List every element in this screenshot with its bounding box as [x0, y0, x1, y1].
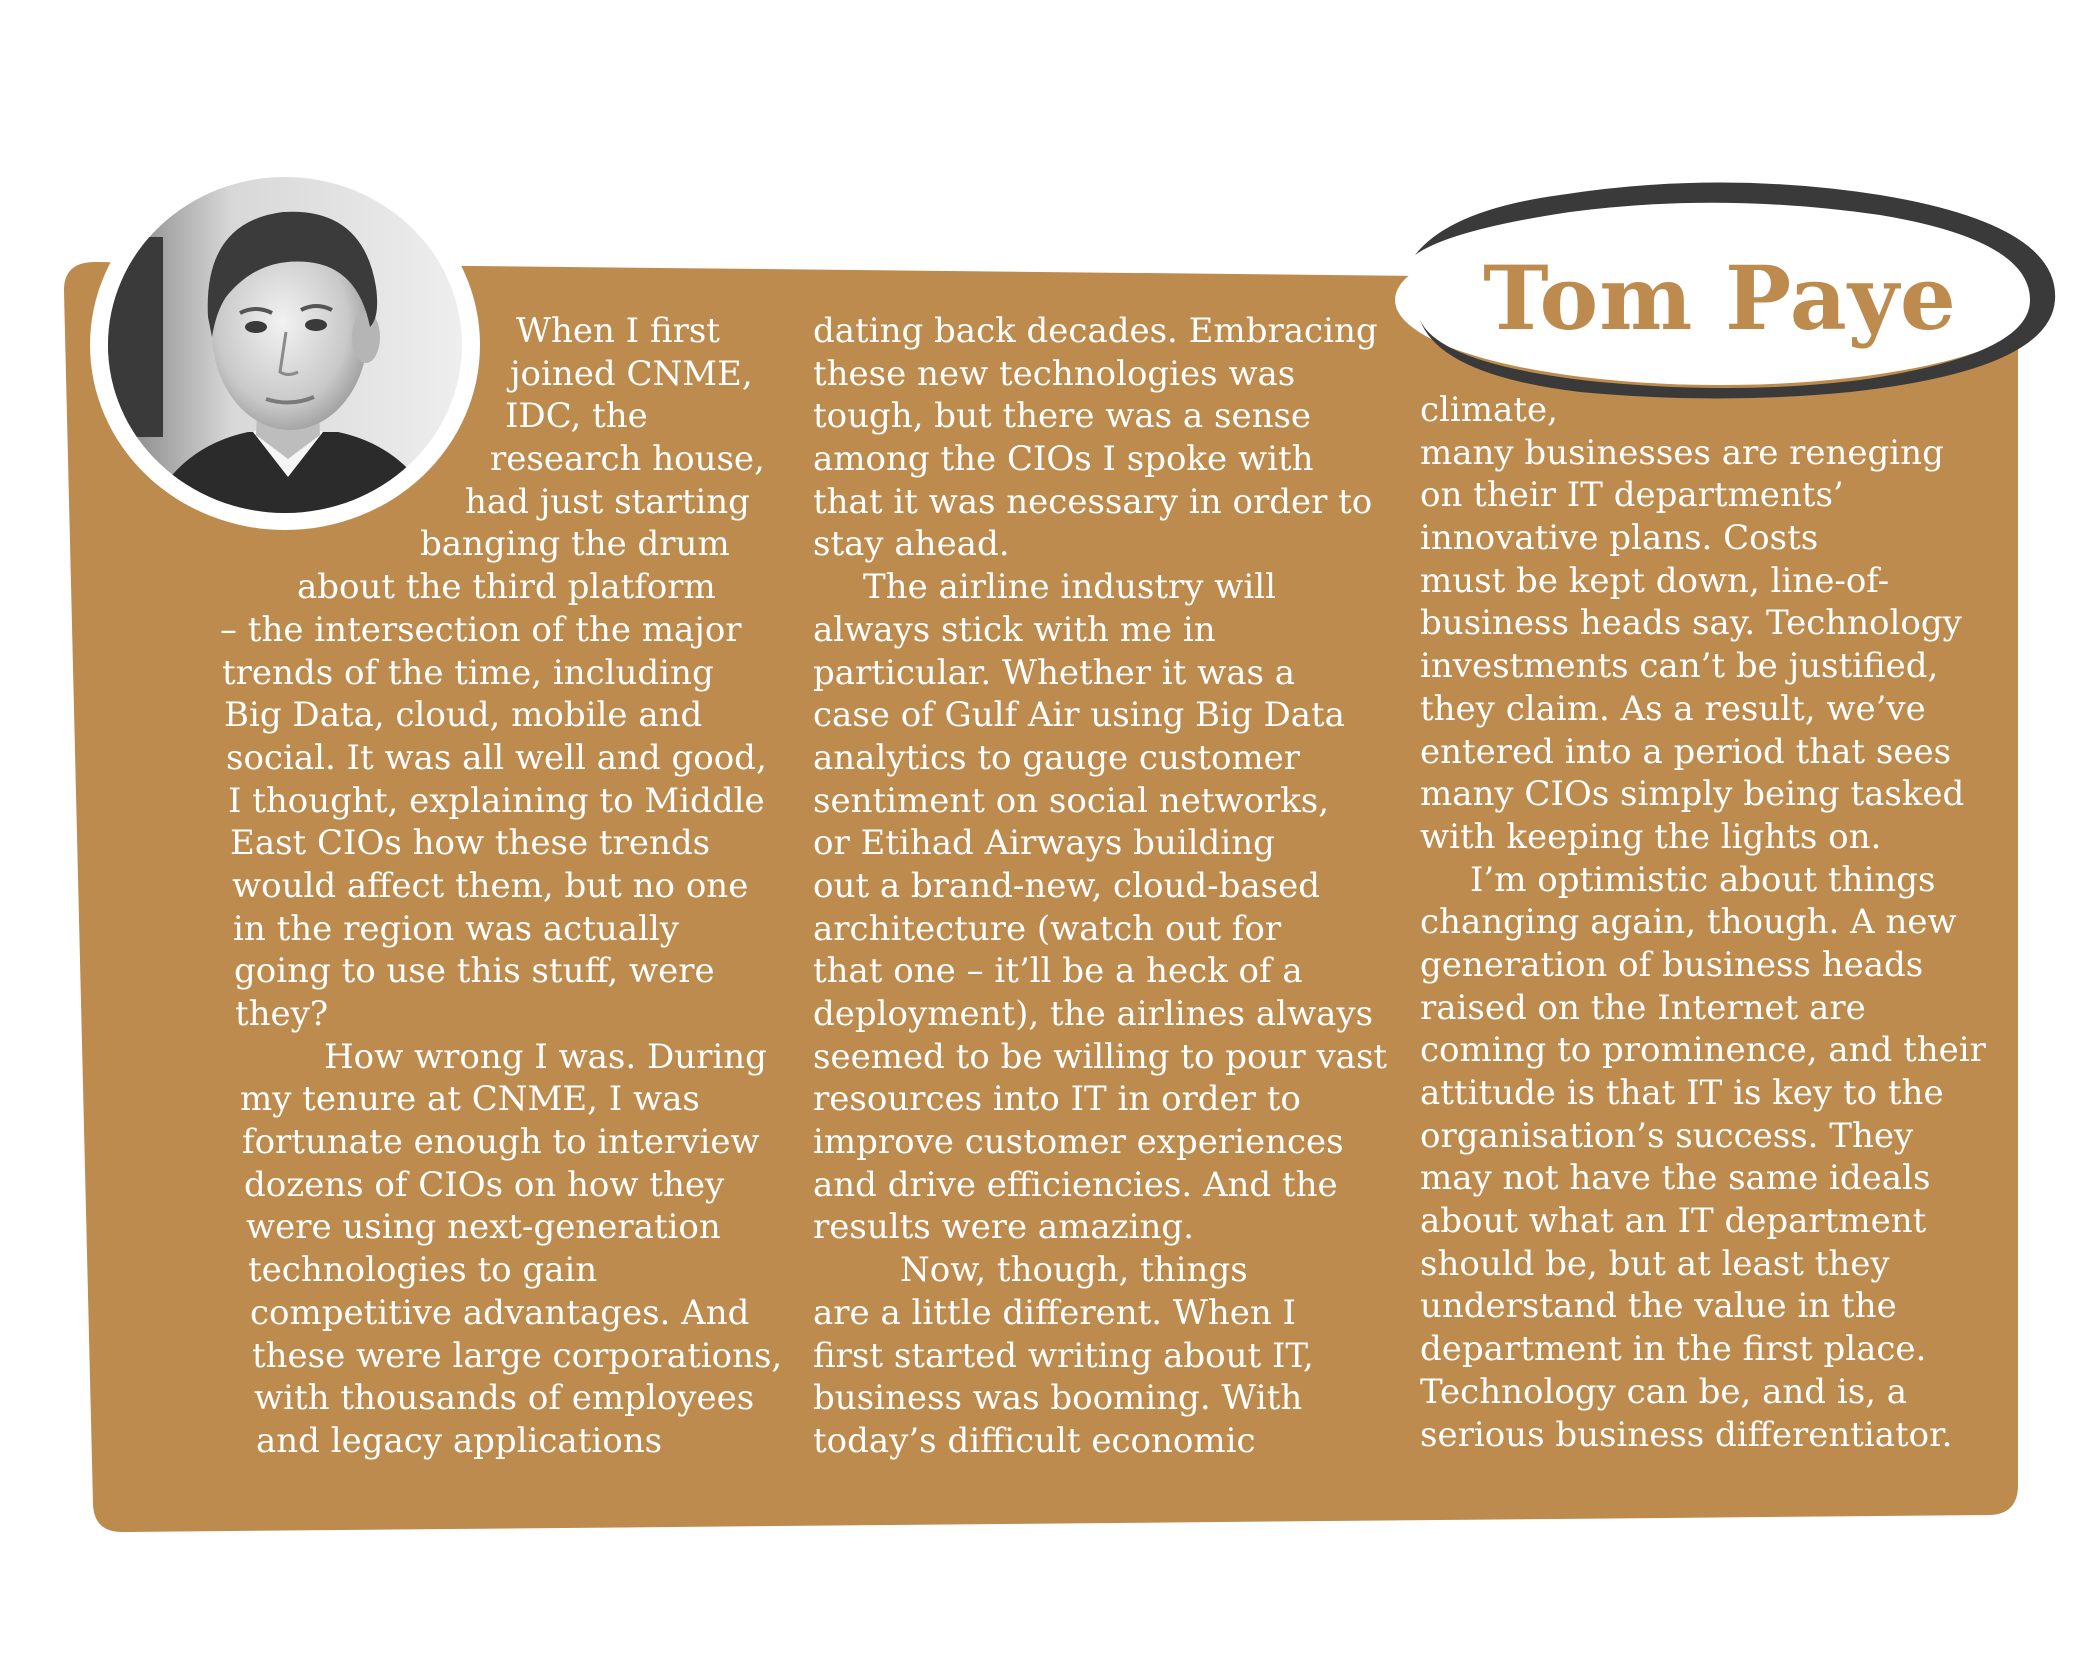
- text-line: Big Data, cloud, mobile and: [224, 695, 703, 736]
- text-line: many CIOs simply being tasked: [1420, 774, 1965, 815]
- text-line: Now, though, things: [900, 1250, 1248, 1291]
- text-line: department in the first place.: [1420, 1329, 1927, 1370]
- text-line: on their IT departments’: [1420, 475, 1844, 516]
- text-line: climate,: [1420, 390, 1558, 430]
- text-line: resources into IT in order to: [813, 1079, 1301, 1120]
- text-line: my tenure at CNME, I was: [240, 1079, 700, 1120]
- text-line: investments can’t be justified,: [1420, 646, 1939, 687]
- text-line: today’s difficult economic: [813, 1420, 1256, 1461]
- text-line: IDC, the: [505, 396, 648, 437]
- text-line: in the region was actually: [233, 908, 679, 949]
- text-line: business was booming. With: [813, 1378, 1303, 1419]
- text-line: When I first: [516, 311, 720, 351]
- text-line: improve customer experiences: [813, 1122, 1344, 1163]
- text-line: case of Gulf Air using Big Data: [813, 695, 1345, 736]
- text-line: particular. Whether it was a: [813, 652, 1295, 693]
- text-line: I’m optimistic about things: [1470, 859, 1936, 900]
- text-line: deployment), the airlines always: [813, 994, 1374, 1034]
- text-line: must be kept down, line-of-: [1420, 560, 1890, 601]
- text-line: fortunate enough to interview: [242, 1122, 760, 1163]
- text-line: should be, but at least they: [1420, 1243, 1890, 1284]
- text-line: dozens of CIOs on how they: [244, 1164, 725, 1205]
- text-line: organisation’s success. They: [1420, 1115, 1914, 1156]
- text-line: architecture (watch out for: [813, 908, 1282, 949]
- text-line: innovative plans. Costs: [1420, 518, 1819, 559]
- text-line: are a little different. When I: [813, 1292, 1296, 1333]
- text-line: attitude is that IT is key to the: [1420, 1073, 1944, 1113]
- text-line: or Etihad Airways building: [813, 823, 1275, 864]
- text-line: they?: [235, 994, 329, 1034]
- text-line: technologies to gain: [248, 1250, 598, 1291]
- text-line: had just starting: [465, 481, 750, 522]
- text-line: How wrong I was. During: [324, 1036, 767, 1077]
- author-name: Tom Paye: [1483, 246, 1957, 350]
- text-line: raised on the Internet are: [1420, 987, 1866, 1028]
- text-line: may not have the same ideals: [1420, 1158, 1931, 1199]
- text-line: results were amazing.: [813, 1207, 1194, 1248]
- text-line: trends of the time, including: [222, 652, 714, 693]
- text-line: coming to prominence, and their: [1420, 1030, 1986, 1071]
- text-line: stay ahead.: [813, 524, 1010, 565]
- text-line: with thousands of employees: [254, 1378, 755, 1419]
- text-line: that one – it’ll be a heck of a: [813, 951, 1303, 992]
- text-line: about the third platform: [297, 567, 716, 608]
- text-line: The airline industry will: [863, 567, 1277, 608]
- text-line: out a brand-new, cloud-based: [813, 865, 1320, 906]
- article-column-2: [813, 310, 1387, 1463]
- text-line: I thought, explaining to Middle: [228, 780, 765, 821]
- text-line: first started writing about IT,: [813, 1335, 1314, 1376]
- text-line: would affect them, but no one: [232, 865, 749, 906]
- text-line: that it was necessary in order to: [813, 481, 1373, 522]
- article-column-1: [220, 310, 782, 1463]
- text-line: were using next-generation: [246, 1207, 721, 1248]
- text-line: always stick with me in: [813, 609, 1216, 650]
- text-line: with keeping the lights on.: [1420, 816, 1882, 857]
- text-line: Technology can be, and is, a: [1420, 1371, 1908, 1412]
- text-line: serious business differentiator.: [1420, 1414, 1953, 1455]
- text-line: business heads say. Technology: [1420, 603, 1962, 644]
- text-line: joined CNME,: [510, 353, 753, 394]
- text-line: research house,: [490, 439, 765, 480]
- text-line: generation of business heads: [1420, 944, 1924, 985]
- text-line: competitive advantages. And: [250, 1292, 750, 1333]
- text-line: and drive efficiencies. And the: [813, 1164, 1338, 1205]
- text-line: dating back decades. Embracing: [813, 311, 1378, 351]
- text-line: they claim. As a result, we’ve: [1420, 688, 1926, 729]
- text-line: these new technologies was: [813, 353, 1296, 394]
- text-line: going to use this stuff, were: [234, 951, 715, 992]
- text-line: social. It was all well and good,: [226, 737, 767, 778]
- text-line: seemed to be willing to pour vast: [813, 1036, 1388, 1077]
- text-line: changing again, though. A new: [1420, 902, 1957, 943]
- text-line: tough, but there was a sense: [813, 396, 1312, 437]
- text-line: these were large corporations,: [252, 1335, 783, 1376]
- text-line: understand the value in the: [1420, 1286, 1897, 1327]
- text-line: among the CIOs I spoke with: [813, 439, 1314, 480]
- text-line: many businesses are reneging: [1420, 432, 1944, 473]
- article-column-3: [1420, 389, 1986, 1456]
- text-line: East CIOs how these trends: [230, 823, 711, 864]
- text-line: banging the drum: [420, 524, 730, 565]
- text-line: sentiment on social networks,: [813, 780, 1330, 821]
- text-line: about what an IT department: [1420, 1201, 1927, 1242]
- text-line: – the intersection of the major: [220, 609, 742, 650]
- text-line: entered into a period that sees: [1420, 731, 1952, 772]
- text-line: analytics to gauge customer: [813, 737, 1301, 778]
- text-line: and legacy applications: [256, 1420, 663, 1461]
